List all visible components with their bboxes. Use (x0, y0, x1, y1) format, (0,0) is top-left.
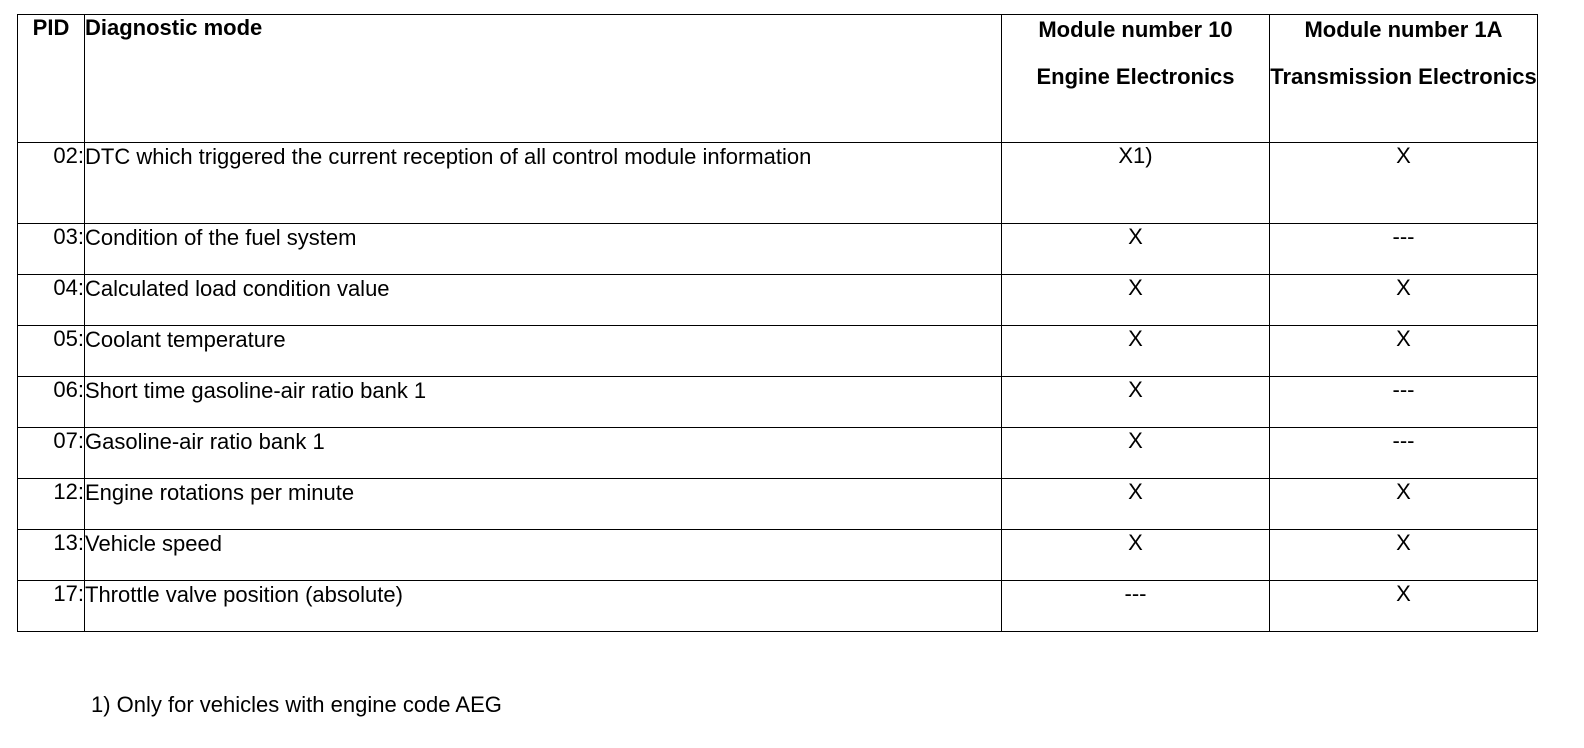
engine-support-cell: X (1002, 377, 1270, 428)
transmission-support-cell: --- (1270, 428, 1538, 479)
module-10-number: Module number 10 (1038, 17, 1233, 42)
pid-cell: 12: (18, 479, 85, 530)
mode-cell: Gasoline-air ratio bank 1 (85, 428, 1002, 479)
pid-cell: 17: (18, 581, 85, 632)
table-header-row (18, 15, 1538, 143)
pid-cell: 04: (18, 275, 85, 326)
table-row (18, 275, 1538, 326)
transmission-support-cell: X (1270, 479, 1538, 530)
table-row (18, 530, 1538, 581)
mode-cell: DTC which triggered the current reception of all control module information (85, 143, 1002, 224)
pid-support-table (17, 14, 1538, 632)
module-10-column-header (1002, 15, 1270, 143)
pid-cell: 13: (18, 530, 85, 581)
engine-support-cell: X (1002, 479, 1270, 530)
module-1a-column-header (1270, 15, 1538, 143)
table-row (18, 224, 1538, 275)
table-row (18, 428, 1538, 479)
module-1a-name: Transmission Electronics (1270, 64, 1537, 89)
transmission-support-cell: X (1270, 326, 1538, 377)
table-row (18, 377, 1538, 428)
transmission-support-cell: --- (1270, 377, 1538, 428)
module-1a-number: Module number 1A (1304, 17, 1503, 42)
pid-cell: 07: (18, 428, 85, 479)
table-row (18, 143, 1538, 224)
engine-support-cell: --- (1002, 581, 1270, 632)
diagnostic-mode-column-header: Diagnostic mode (85, 15, 1002, 143)
table-row (18, 326, 1538, 377)
footnote: 1) Only for vehicles with engine code AEG (91, 692, 502, 717)
transmission-support-cell: X (1270, 143, 1538, 224)
mode-cell: Engine rotations per minute (85, 479, 1002, 530)
transmission-support-cell: X (1270, 581, 1538, 632)
pid-cell: 06: (18, 377, 85, 428)
engine-support-cell: X (1002, 530, 1270, 581)
engine-support-cell: X (1002, 326, 1270, 377)
mode-cell: Calculated load condition value (85, 275, 1002, 326)
mode-cell: Vehicle speed (85, 530, 1002, 581)
engine-support-cell: X (1002, 224, 1270, 275)
mode-cell: Condition of the fuel system (85, 224, 1002, 275)
pid-cell: 05: (18, 326, 85, 377)
pid-cell: 02: (18, 143, 85, 224)
engine-support-cell: X1) (1002, 143, 1270, 224)
mode-cell: Short time gasoline-air ratio bank 1 (85, 377, 1002, 428)
mode-cell: Throttle valve position (absolute) (85, 581, 1002, 632)
transmission-support-cell: X (1270, 275, 1538, 326)
pid-cell: 03: (18, 224, 85, 275)
transmission-support-cell: X (1270, 530, 1538, 581)
module-10-name: Engine Electronics (1036, 64, 1235, 89)
mode-cell: Coolant temperature (85, 326, 1002, 377)
table-row (18, 581, 1538, 632)
pid-column-header: PID (18, 15, 85, 143)
engine-support-cell: X (1002, 275, 1270, 326)
engine-support-cell: X (1002, 428, 1270, 479)
table-row (18, 479, 1538, 530)
transmission-support-cell: --- (1270, 224, 1538, 275)
